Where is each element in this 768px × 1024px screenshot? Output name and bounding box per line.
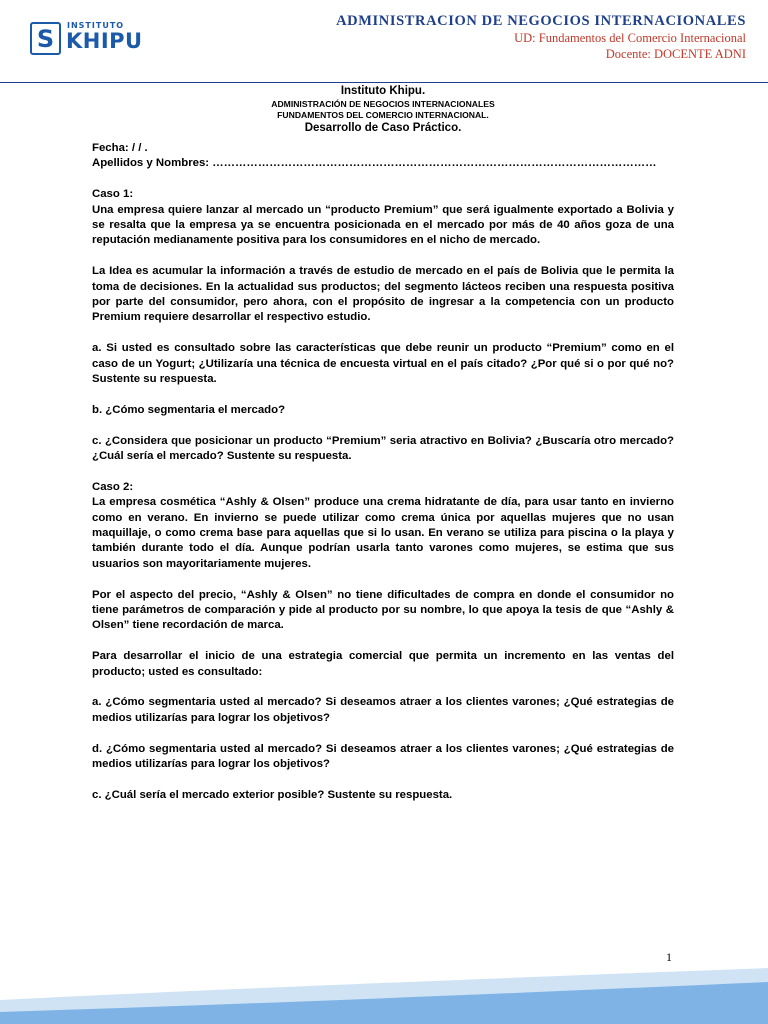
institute-logo [30, 20, 142, 58]
caso2-paragraph-3: Para desarrollar el inicio de una estrategia comercial que permita un incremento en las ventas del producto; usted es consultado: [92, 650, 674, 678]
caso2-question-a: a. ¿Cómo segmentaria usted al mercado? Si deseamos atraer a los clientes varones; ¿Qué estrategias de medios utilizarías para lograr los objetivos? [92, 696, 674, 724]
caso1-question-b: b. ¿Cómo segmentaria el mercado? [92, 403, 286, 416]
caso2-question-d: d. ¿Cómo segmentaria usted al mercado? Si deseamos atraer a los clientes varones; ¿Qué estrategias de medios utilizarías para lograr los objetivos? [92, 742, 674, 771]
caso2-heading: Caso 2: [92, 480, 134, 493]
nombres-field: Apellidos y Nombres: ……………………………………………………………………………………………………… [92, 157, 657, 170]
doc-course: FUNDAMENTOS DEL COMERCIO INTERNACIONAL. [277, 110, 489, 120]
caso2-paragraph-2: Por el aspecto del precio, “Ashly & Olsen” no tiene dificultades de compra en donde el consumidor no tiene parámetros de comparación y pide al producto por su nombre, lo que apoya la tesis de que “Ashly & Olsen” tiene recordación de marca. [92, 588, 674, 632]
header-title: ADMINISTRACION DE NEGOCIOS INTERNACIONALES [336, 13, 746, 29]
header-docente: Docente: DOCENTE ADNI [605, 47, 746, 61]
caso1-paragraph-2: La Idea es acumular la información a través de estudio de mercado en el país de Bolivia que le permita la toma de decisiones. En la actualidad sus productos; del segmento lácteos reciben una respuesta positiva por parte del consumidor, pero ahora, con el propósito de ingresar a la competencia con un producto Premium requiere desarrollar el respectivo estudio. [92, 265, 674, 324]
logo-name-text: KHIPU [66, 29, 143, 53]
caso1-question-c: c. ¿Considera que posicionar un producto “Premium” seria atractivo en Bolivia? ¿Buscaría otro mercado? ¿Cuál sería el mercado? Sustente su respuesta. [92, 434, 674, 463]
doc-institute: Instituto Khipu. [340, 85, 426, 97]
page-number: 1 [666, 950, 672, 964]
fecha-field: Fecha: / / . [92, 142, 148, 154]
caso1-heading: Caso 1: [92, 188, 134, 201]
caso1-question-a: a. Si usted es consultado sobre las características que debe reunir un producto “Premium” como en el caso de un Yogurt; ¿Utilizaría una técnica de encuesta virtual en el país citado? ¿Por qué si o por qué no? Sustente su respuesta. [92, 342, 674, 386]
caso1-paragraph-1: Una empresa quiere lanzar al mercado un “producto Premium” que será igualmente exportado a Bolivia y se resalta que la empresa ya se encuentra posicionada en el mercado por más de 40 años goza de una reputación medianamente positiva para los consumidores en el nicho de mercado. [92, 203, 674, 247]
document-body [92, 84, 674, 803]
caso2-question-c: c. ¿Cuál sería el mercado exterior posible? Sustente su respuesta. [92, 788, 453, 801]
header-ud: UD: Fundamentos del Comercio Internacional [514, 31, 746, 45]
logo-top-text: INSTITUTO [67, 21, 125, 30]
header-info [336, 12, 746, 62]
doc-career: ADMINISTRACIÓN DE NEGOCIOS INTERNACIONALES [271, 99, 495, 109]
logo-mark-icon: S [30, 22, 61, 55]
header-divider [0, 82, 768, 83]
doc-title: Desarrollo de Caso Práctico. [304, 122, 462, 134]
footer-wave-decoration [0, 960, 768, 1024]
caso2-paragraph-1: La empresa cosmética “Ashly & Olsen” produce una crema hidratante de día, para usar tanto en invierno como en verano. En invierno se puede utilizar como crema única por aquellas mujeres que no usan maquillaje, o como crema base para aquellas que si lo usan. En verano se utiliza para piscina o la playa y también durante todo el día. Aunque podrían usarla tanto varones como mujeres, se estima que sus usuarios son mayoritariamente mujeres. [92, 496, 674, 570]
